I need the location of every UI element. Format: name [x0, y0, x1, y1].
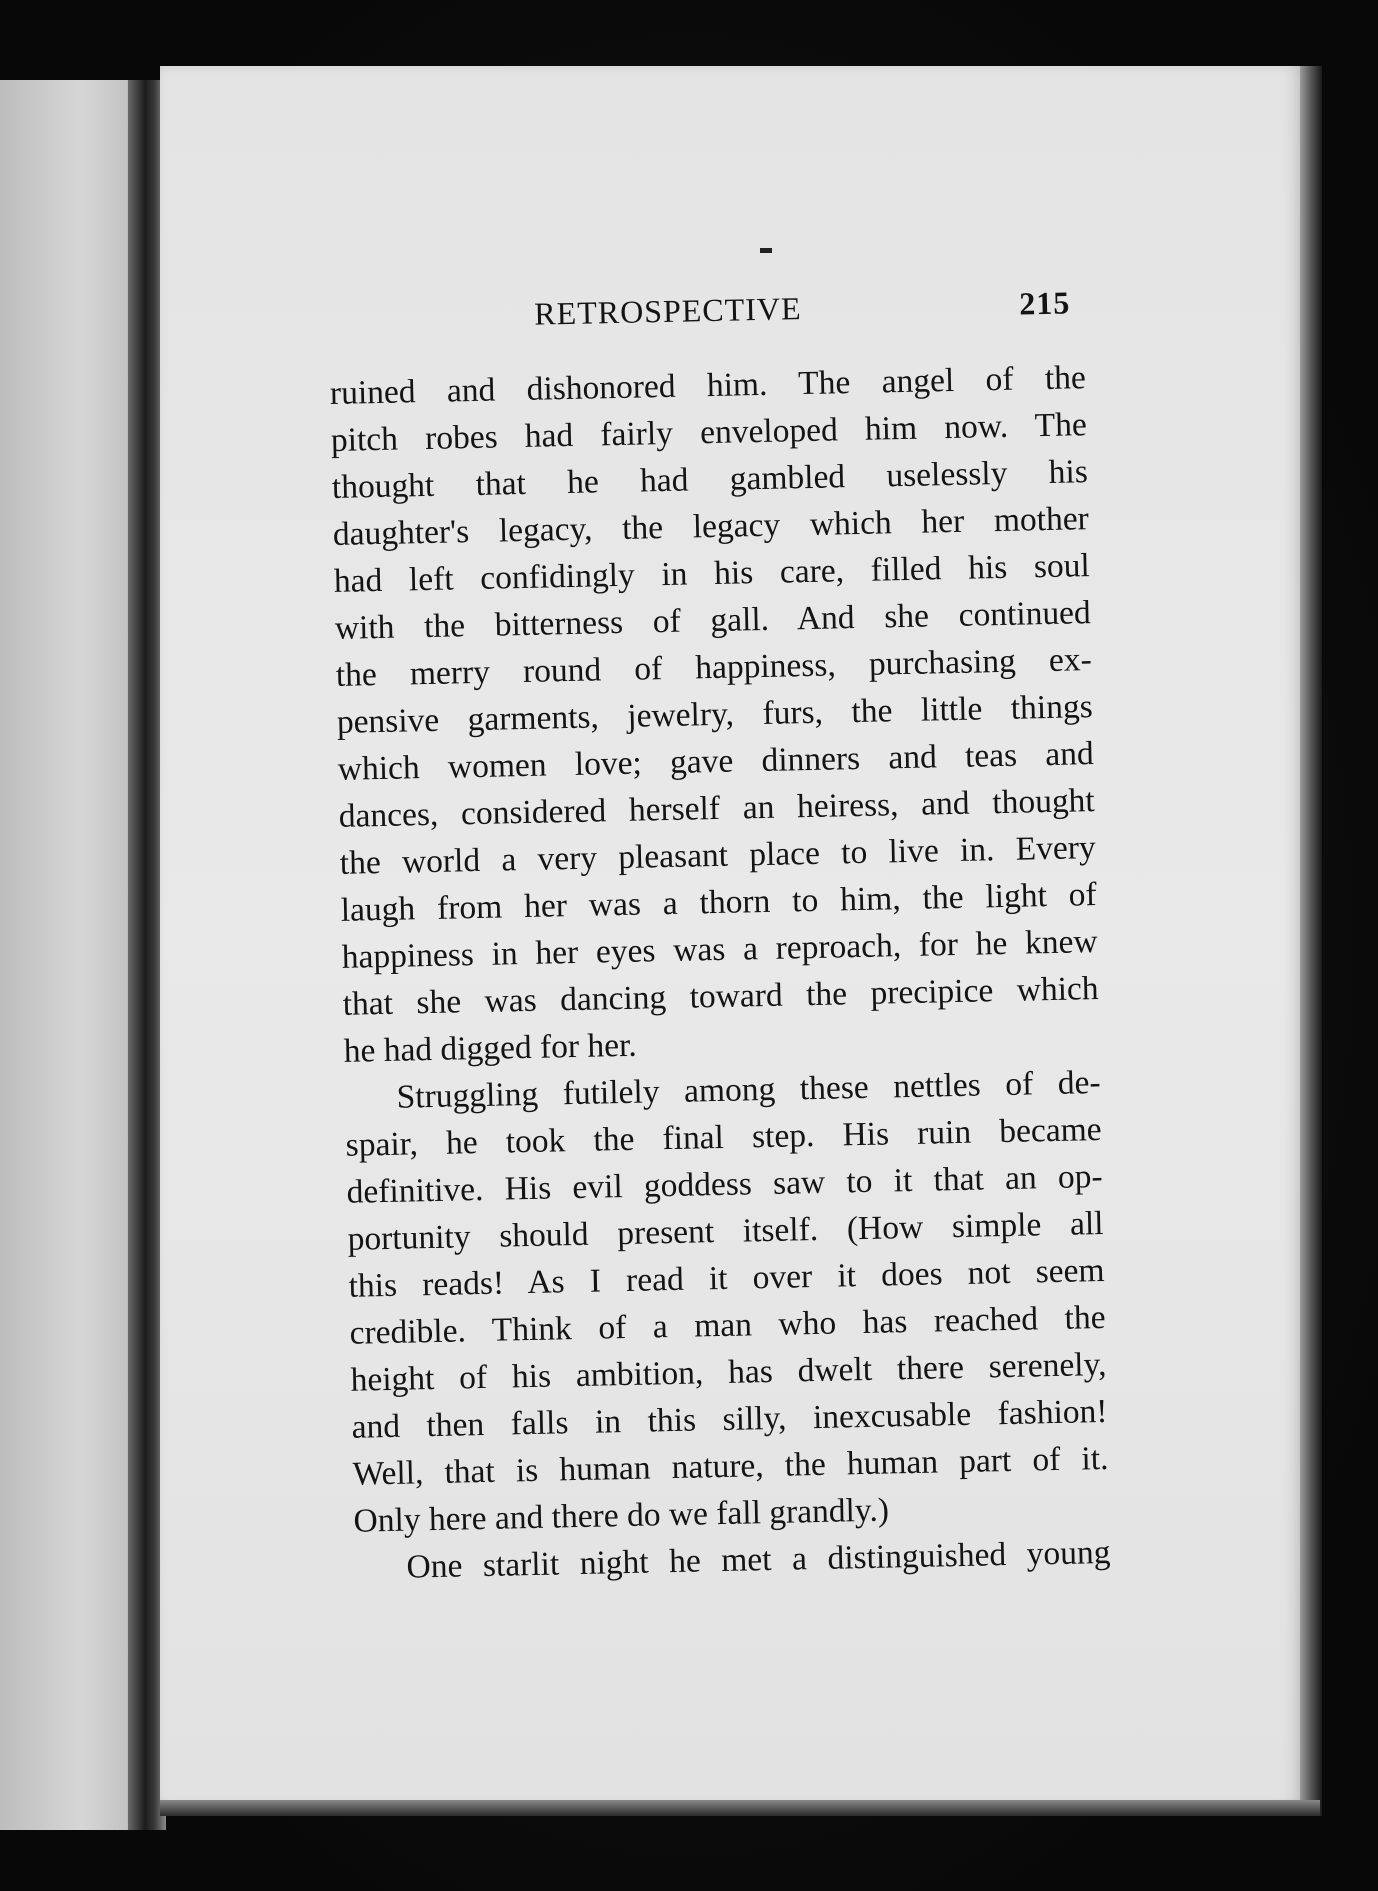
- facing-page-edge: [0, 80, 148, 1830]
- text-line: that she was dancing toward the precipice which: [342, 970, 1099, 1023]
- text-line: pensive garments, jewelry, furs, the little things: [336, 688, 1094, 741]
- text-line: this reads! As I read it over it does not seem: [348, 1251, 1105, 1305]
- text-line: portunity should present itself. (How simple all: [347, 1204, 1104, 1258]
- running-title: RETROSPECTIVE: [533, 290, 802, 332]
- text-line: spair, he took the final step. His ruin became: [345, 1110, 1102, 1164]
- text-line: Only here and there do we fall grandly.): [353, 1491, 890, 1540]
- text-line: had left confidingly in his care, filled his soul: [333, 547, 1091, 600]
- text-line: credible. Think of a man who has reached the: [349, 1298, 1106, 1352]
- page-edge-bottom: [160, 1800, 1320, 1816]
- page-number: 215: [1018, 284, 1071, 322]
- text-line: daughter's legacy, the legacy which her mother: [332, 500, 1090, 553]
- text-line: Well, that is human nature, the human part of it.: [352, 1439, 1109, 1493]
- print-mark: [760, 248, 772, 253]
- text-line: the merry round of happiness, purchasing ex-: [335, 641, 1093, 694]
- text-line: and then falls in this silly, inexcusable fashion!: [351, 1392, 1108, 1446]
- text-line: Struggling futilely among these nettles of de-: [396, 1063, 1101, 1116]
- text-line: definitive. His evil goddess saw to it that an op-: [346, 1157, 1103, 1211]
- page-text-block: [328, 283, 1155, 1591]
- text-line: ruined and dishonored him. The angel of the: [329, 359, 1087, 412]
- text-line: with the bitterness of gall. And she continued: [334, 594, 1092, 647]
- text-line: happiness in her eyes was a reproach, for he knew: [341, 923, 1098, 976]
- text-line: One starlit night he met a distinguished young: [406, 1533, 1111, 1586]
- text-line: dances, considered herself an heiress, and thought: [338, 782, 1096, 835]
- body-text: [329, 353, 1154, 1591]
- text-line: he had digged for her.: [343, 1026, 638, 1070]
- paragraph-2: [344, 1058, 1154, 1545]
- text-line: pitch robes had fairly enveloped him now. The: [330, 406, 1088, 459]
- paragraph-1: [329, 353, 1144, 1075]
- page-edge-right: [1300, 66, 1322, 1816]
- text-line: the world a very pleasant place to live in. Every: [339, 829, 1097, 882]
- text-line: laugh from her was a thorn to him, the light of: [340, 876, 1098, 929]
- text-line: which women love; gave dinners and teas and: [337, 735, 1095, 788]
- text-line: height of his ambition, has dwelt there serenely,: [350, 1345, 1107, 1399]
- text-line: thought that he had gambled uselessly his: [331, 453, 1089, 506]
